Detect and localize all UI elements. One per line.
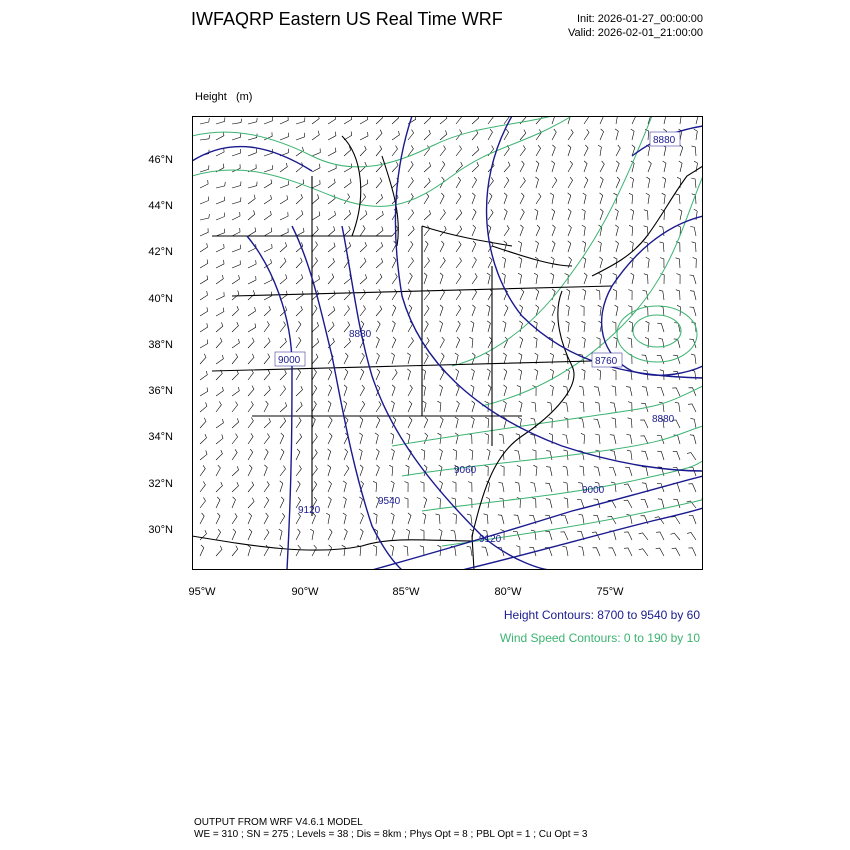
map-title: IWFAQRP Eastern US Real Time WRF	[191, 9, 503, 29]
lat-label-40n: 40°N	[148, 293, 173, 305]
init-time: Init: 2026-01-27_00:00:00	[577, 13, 703, 25]
lon-label-80w: 80°W	[494, 586, 522, 598]
model-info: OUTPUT FROM WRF V4.6.1 MODEL	[194, 817, 363, 828]
lat-label-30n: 30°N	[148, 524, 173, 536]
model-parameters: WE = 310 ; SN = 275 ; Levels = 38 ; Dis = 8km ; Phys Opt = 8 ; PBL Opt = 1 ; Cu Opt = 3	[194, 829, 588, 840]
lon-label-75w: 75°W	[596, 586, 624, 598]
lat-label-44n: 44°N	[148, 200, 173, 212]
contour-label: 9120	[298, 505, 321, 516]
contour-label: 9000	[278, 355, 301, 366]
lat-label-34n: 34°N	[148, 431, 173, 443]
contour-label: 8880	[653, 135, 676, 146]
lon-label-90w: 90°W	[291, 586, 319, 598]
contour-label: 8880	[349, 329, 372, 340]
height-contour-legend: Height Contours: 8700 to 9540 by 60	[503, 608, 700, 622]
lat-label-46n: 46°N	[148, 154, 173, 166]
wind-contour-legend: Wind Speed Contours: 0 to 190 by 10	[499, 631, 700, 645]
contour-label: 9000	[582, 485, 605, 496]
contour-label: 9540	[378, 496, 401, 507]
contour-label: 8880	[652, 414, 675, 425]
contour-label: 8760	[595, 356, 618, 367]
lon-label-95w: 95°W	[188, 586, 216, 598]
lat-label-36n: 36°N	[148, 385, 173, 397]
contour-label: 9060	[454, 465, 477, 476]
lat-label-38n: 38°N	[148, 339, 173, 351]
weather-map	[192, 116, 703, 570]
lon-label-85w: 85°W	[392, 586, 420, 598]
lat-label-32n: 32°N	[148, 478, 173, 490]
contour-label: 9120	[479, 534, 502, 545]
lat-label-42n: 42°N	[148, 246, 173, 258]
field-height: Height (m)	[195, 91, 253, 103]
valid-time: Valid: 2026-02-01_21:00:00	[568, 27, 703, 39]
